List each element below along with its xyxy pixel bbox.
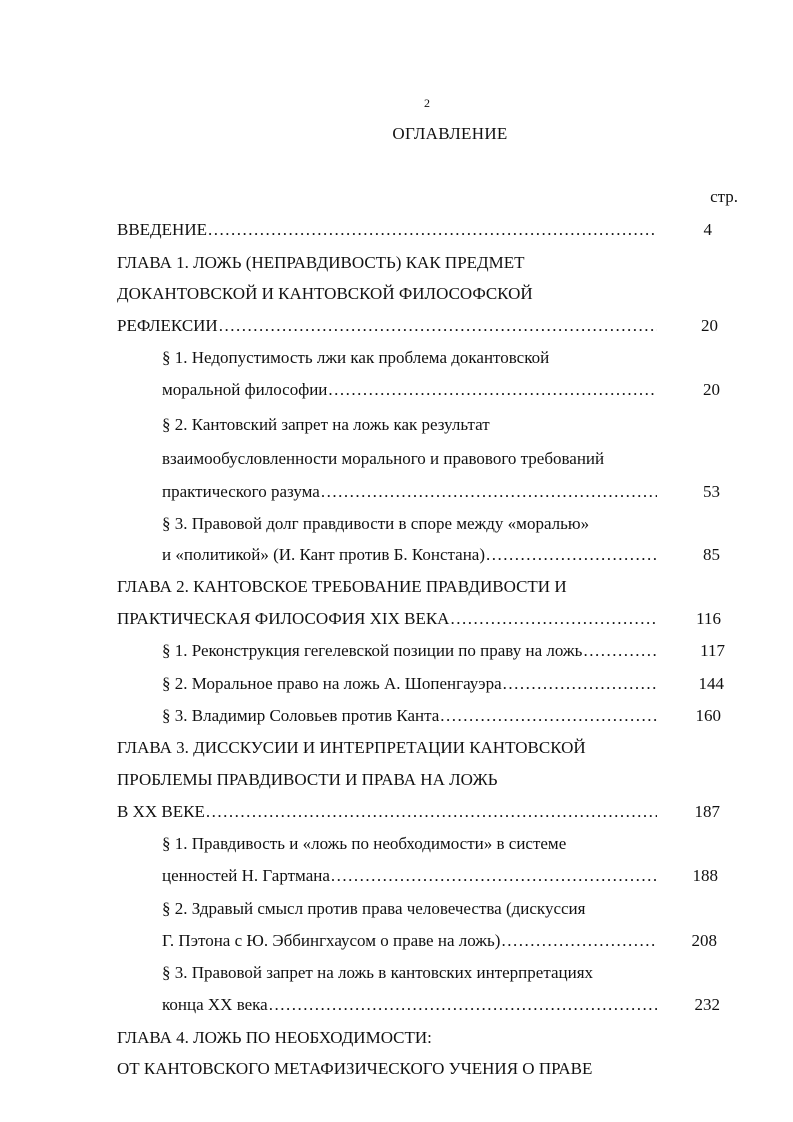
toc-page-number: 53	[703, 482, 720, 501]
chapter-heading-line: ГЛАВА 3. ДИССКУСИИ И ИНТЕРПРЕТАЦИИ КАНТОВСКОЙ	[117, 738, 586, 757]
section-heading-line: § 3. Правовой долг правдивости в споре между «моралью»	[162, 514, 590, 533]
toc-page-number: 144	[698, 674, 724, 693]
toc-entry-text: ВВЕДЕНИЕ	[117, 220, 207, 239]
toc-entry-text: конца XX века	[162, 995, 268, 1014]
toc-entry-section-2-2[interactable]	[162, 673, 657, 695]
leader-dots	[269, 994, 657, 1016]
leader-dots	[583, 640, 657, 662]
toc-entry-text: и «политикой» (И. Кант против Б. Констана)	[162, 545, 486, 564]
toc-entry-text: ПРАКТИЧЕСКАЯ ФИЛОСОФИЯ XIX ВЕКА	[117, 609, 450, 628]
toc-entry-section-1-1[interactable]	[162, 379, 657, 401]
page-number: 2	[424, 96, 430, 110]
leader-dots	[501, 930, 657, 952]
chapter-heading-line: ГЛАВА 1. ЛОЖЬ (НЕПРАВДИВОСТЬ) КАК ПРЕДМЕТ	[117, 253, 525, 272]
toc-page-number: 232	[694, 995, 720, 1014]
section-heading-line: взаимообусловленности морального и правового требований	[162, 449, 605, 468]
leader-dots	[503, 673, 657, 695]
toc-entry-section-1-3[interactable]	[162, 544, 657, 566]
leader-dots	[328, 379, 657, 401]
page-title: ОГЛАВЛЕНИЕ	[392, 124, 508, 143]
leader-dots	[219, 315, 657, 337]
leader-dots	[450, 608, 657, 630]
toc-entry-chapter-3[interactable]	[117, 801, 657, 823]
toc-page-number: 117	[700, 641, 725, 660]
chapter-heading-line: ПРОБЛЕМЫ ПРАВДИВОСТИ И ПРАВА НА ЛОЖЬ	[117, 770, 498, 789]
chapter-heading-line: ГЛАВА 4. ЛОЖЬ ПО НЕОБХОДИМОСТИ:	[117, 1028, 432, 1047]
chapter-heading-line: ГЛАВА 2. КАНТОВСКОЕ ТРЕБОВАНИЕ ПРАВДИВОСТИ И	[117, 577, 567, 596]
leader-dots	[331, 865, 657, 887]
toc-entry-text: Г. Пэтона с Ю. Эббингхаусом о праве на ложь)	[162, 931, 501, 950]
toc-page-number: 187	[694, 802, 720, 821]
page-column-header: стр.	[710, 187, 738, 206]
toc-entry-section-1-2[interactable]	[162, 481, 657, 503]
leader-dots	[206, 801, 657, 823]
toc-page-number: 188	[692, 866, 718, 885]
toc-entry-text: § 3. Владимир Соловьев против Канта	[162, 706, 440, 725]
section-heading-line: § 1. Недопустимость лжи как проблема докантовской	[162, 348, 550, 367]
leader-dots	[321, 481, 657, 503]
toc-page-number: 208	[691, 931, 717, 950]
toc-page-number: 20	[701, 316, 718, 335]
leader-dots	[440, 705, 657, 727]
toc-entry-text: моральной философии	[162, 380, 328, 399]
toc-entry-chapter-1[interactable]	[117, 315, 657, 337]
section-heading-line: § 2. Кантовский запрет на ложь как результат	[162, 415, 490, 434]
toc-entry-section-2-1[interactable]	[162, 640, 657, 662]
toc-entry-section-2-3[interactable]	[162, 705, 657, 727]
toc-entry-intro[interactable]	[117, 219, 657, 241]
toc-page-number: 4	[703, 220, 712, 239]
chapter-heading-line: ОТ КАНТОВСКОГО МЕТАФИЗИЧЕСКОГО УЧЕНИЯ О ПРАВЕ	[117, 1059, 593, 1078]
toc-page-number: 85	[703, 545, 720, 564]
toc-page-number: 20	[703, 380, 720, 399]
toc-entry-section-3-1[interactable]	[162, 865, 657, 887]
toc-entry-text: ценностей Н. Гартмана	[162, 866, 330, 885]
toc-entry-text: РЕФЛЕКСИИ	[117, 316, 218, 335]
toc-entry-text: § 2. Моральное право на ложь А. Шопенгауэра	[162, 674, 502, 693]
leader-dots	[486, 544, 657, 566]
toc-entry-text: В XX ВЕКЕ	[117, 802, 205, 821]
section-heading-line: § 3. Правовой запрет на ложь в кантовских интерпретациях	[162, 963, 594, 982]
toc-entry-section-3-2[interactable]	[162, 930, 657, 952]
section-heading-line: § 1. Правдивость и «ложь по необходимости» в системе	[162, 834, 567, 853]
toc-page-number: 160	[695, 706, 721, 725]
toc-entry-text: практического разума	[162, 482, 320, 501]
leader-dots	[208, 219, 657, 241]
chapter-heading-line: ДОКАНТОВСКОЙ И КАНТОВСКОЙ ФИЛОСОФСКОЙ	[117, 284, 533, 303]
toc-entry-chapter-2[interactable]	[117, 608, 657, 630]
section-heading-line: § 2. Здравый смысл против права человечества (дискуссия	[162, 899, 586, 918]
toc-entry-section-3-3[interactable]	[162, 994, 657, 1016]
toc-page-number: 116	[696, 609, 721, 628]
toc-entry-text: § 1. Реконструкция гегелевской позиции по праву на ложь	[162, 641, 583, 660]
